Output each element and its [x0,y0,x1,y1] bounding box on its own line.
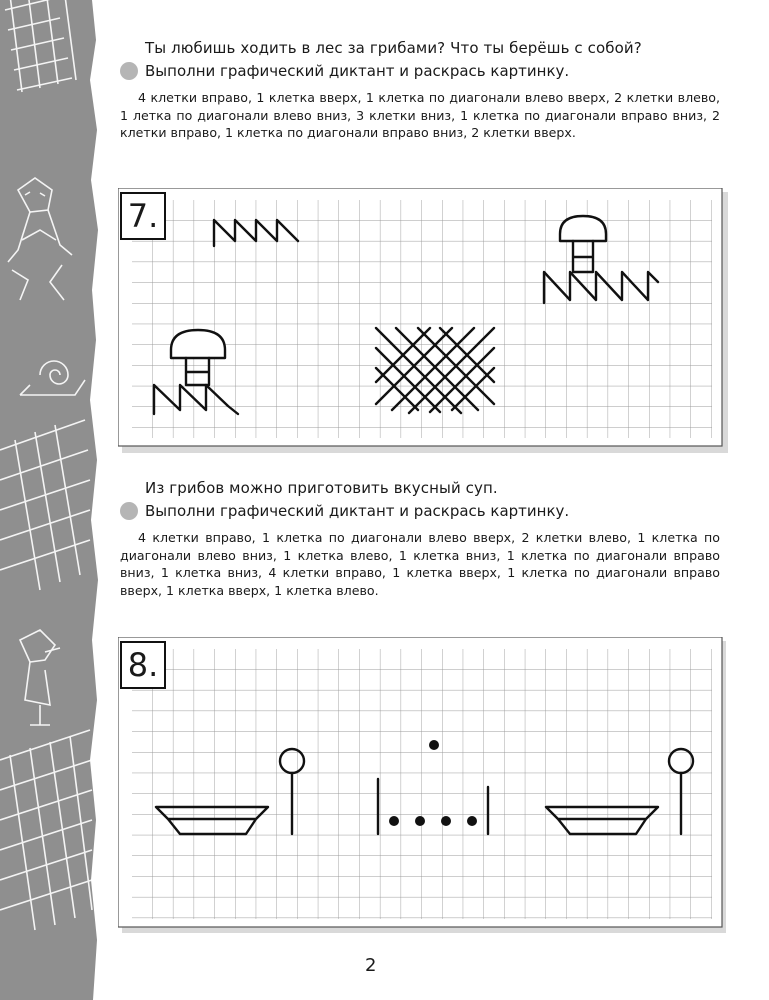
exercise-7-text [120,38,720,142]
page-number: 2 [365,955,377,976]
exercise-8-question: Из грибов можно приготовить вкусный суп. [145,479,498,497]
exercise-7-instructions: 4 клетки вправо, 1 клетка вверх, 1 клетка по диагонали влево вверх, 2 клетки влево, 1 летка по диагонали влево вниз, 3 клетки вниз, 1 клетка по диагонали вправо вниз, 2 клетки вправо, 1 клетка по диагонали вправо вниз, 2 клетки вверх. [120,90,720,140]
bullet-icon [120,62,138,80]
exercise-7-number: 7. [120,192,166,240]
exercise-8-grid [118,637,730,941]
exercise-8-task-text: Выполни графический диктант и раскрась картинку. [145,502,570,520]
bullet-icon [120,502,138,520]
decorative-side-border [0,0,100,1000]
exercise-8-instructions: 4 клетки вправо, 1 клетка по диагонали влево вверх, 2 клетки влево, 1 клетка по диагонали влево вниз, 1 клетка влево, 1 клетка вниз, 1 клетка по диагонали вправо вниз, 1 клетка вниз, 4 клетки вправо, 1 клетка вверх, 1 клетка по диагонали вправо вверх, 1 клетка вверх, 1 клетка влево. [120,530,720,598]
exercise-7-task [120,61,720,81]
exercise-7-task-text: Выполни графический диктант и раскрась картинку. [145,62,570,80]
exercise-7-question: Ты любишь ходить в лес за грибами? Что ты берёшь с собой? [145,39,642,57]
exercise-7-drawing [118,188,728,453]
exercise-8-drawing [118,637,730,937]
exercise-8-task [120,501,720,521]
exercise-7-grid [118,188,728,457]
exercise-8-number: 8. [120,641,166,689]
exercise-8-text [120,478,720,599]
